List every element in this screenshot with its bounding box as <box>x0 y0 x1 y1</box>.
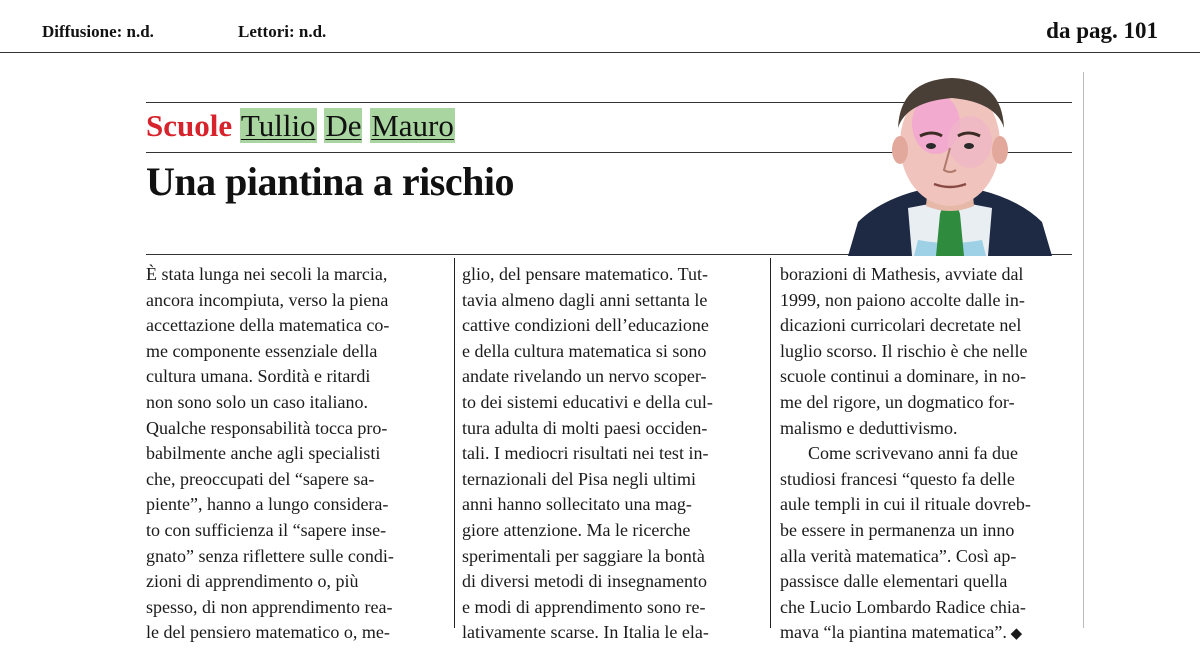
text-line: e della cultura matematica si sono <box>462 340 707 361</box>
text-line: Qualche responsabilità tocca pro- <box>146 417 388 438</box>
text-line: scuole continui a dominare, in no- <box>780 366 1026 387</box>
text-line: studiosi francesi “questo fa delle <box>780 468 1015 489</box>
byline <box>146 108 455 144</box>
text-line: malismo e deduttivismo. <box>780 417 958 438</box>
text-line: cattive condizioni dell’educazione <box>462 315 709 336</box>
text-line: gnato” senza riflettere sulle condi- <box>146 545 394 566</box>
author-last-name: Mauro <box>371 108 454 143</box>
text-line: tali. I mediocri risultati nei test in- <box>462 443 709 464</box>
text-line: aule templi in cui il rituale dovreb- <box>780 494 1031 515</box>
text-line: È stata lunga nei secoli la marcia, <box>146 264 388 284</box>
text-line: spesso, di non apprendimento rea- <box>146 596 393 617</box>
text-line: babilmente anche agli specialisti <box>146 443 381 464</box>
text-line: accettazione della matematica co- <box>146 315 390 336</box>
article-column-1 <box>146 262 438 643</box>
text-line: piente”, hanno a lungo considera- <box>146 494 389 515</box>
article-column-3 <box>780 262 1072 643</box>
end-of-article-mark: ◆ <box>1006 626 1023 643</box>
text-line: che Lucio Lombardo Radice chia- <box>780 596 1026 617</box>
clipping-border <box>1083 72 1084 628</box>
diffusione-label: Diffusione: n.d. <box>42 22 154 41</box>
text-line: giore attenzione. Ma le ricerche <box>462 519 691 540</box>
text-line: anni hanno sollecitato una mag- <box>462 494 692 515</box>
author-portrait-illustration <box>840 72 1060 256</box>
text-line: cultura umana. Sordità e ritardi <box>146 366 371 387</box>
text-line: sperimentali per saggiare la bontà <box>462 545 705 566</box>
text-line: glio, del pensare matematico. Tut- <box>462 264 708 284</box>
lettori-label: Lettori: n.d. <box>238 22 327 41</box>
text-line: to con sufficienza il “sapere inse- <box>146 519 387 540</box>
text-line: le del pensiero matematico o, me- <box>146 622 390 643</box>
text-line: tavia almeno dagli anni settanta le <box>462 289 708 310</box>
text-line: dicazioni curricolari decretate nel <box>780 315 1022 336</box>
text-line: non sono solo un caso italiano. <box>146 391 368 412</box>
text-line: alla verità matematica”. Così ap- <box>780 545 1017 566</box>
text-line: ancora incompiuta, verso la piena <box>146 289 389 310</box>
text-line: che, preoccupati del “sapere sa- <box>146 468 375 489</box>
text-line: mava “la piantina matematica”. ◆ <box>780 622 1023 643</box>
text-line: borazioni di Mathesis, avviate dal <box>780 264 1024 284</box>
text-line: e modi di apprendimento sono re- <box>462 596 706 617</box>
article-headline: Una piantina a rischio <box>146 159 514 204</box>
text-line: Come scrivevano anni fa due <box>808 443 1018 464</box>
text-line: lativamente scarse. In Italia le ela- <box>462 622 709 643</box>
column-separator <box>454 258 455 628</box>
author-first-name: Tullio <box>240 108 316 143</box>
column-separator <box>770 258 771 628</box>
text-line: ternazionali del Pisa negli ultimi <box>462 468 696 489</box>
text-line: zioni di apprendimento o, più <box>146 571 359 592</box>
text-line: tura adulta di molti paesi occiden- <box>462 417 708 438</box>
text-line: 1999, non paiono accolte dalle in- <box>780 289 1025 310</box>
press-header-bar <box>0 0 1200 53</box>
text-line: me del rigore, un dogmatico for- <box>780 391 1015 412</box>
text-line: passisce dalle elementari quella <box>780 571 1008 592</box>
text-line: di diversi metodi di insegnamento <box>462 571 707 592</box>
text-line: to dei sistemi educativi e della cul- <box>462 391 713 412</box>
text-line: me componente essenziale della <box>146 340 378 361</box>
page-reference: da pag. 101 <box>1046 18 1158 43</box>
author-particle: De <box>325 108 362 143</box>
text-line: be essere in permanenza un inno <box>780 519 1015 540</box>
text-line: andate rivelando un nervo scoper- <box>462 366 707 387</box>
article-column-2 <box>462 262 754 643</box>
text-line: luglio scorso. Il rischio è che nelle <box>780 340 1028 361</box>
section-label: Scuole <box>146 108 233 143</box>
